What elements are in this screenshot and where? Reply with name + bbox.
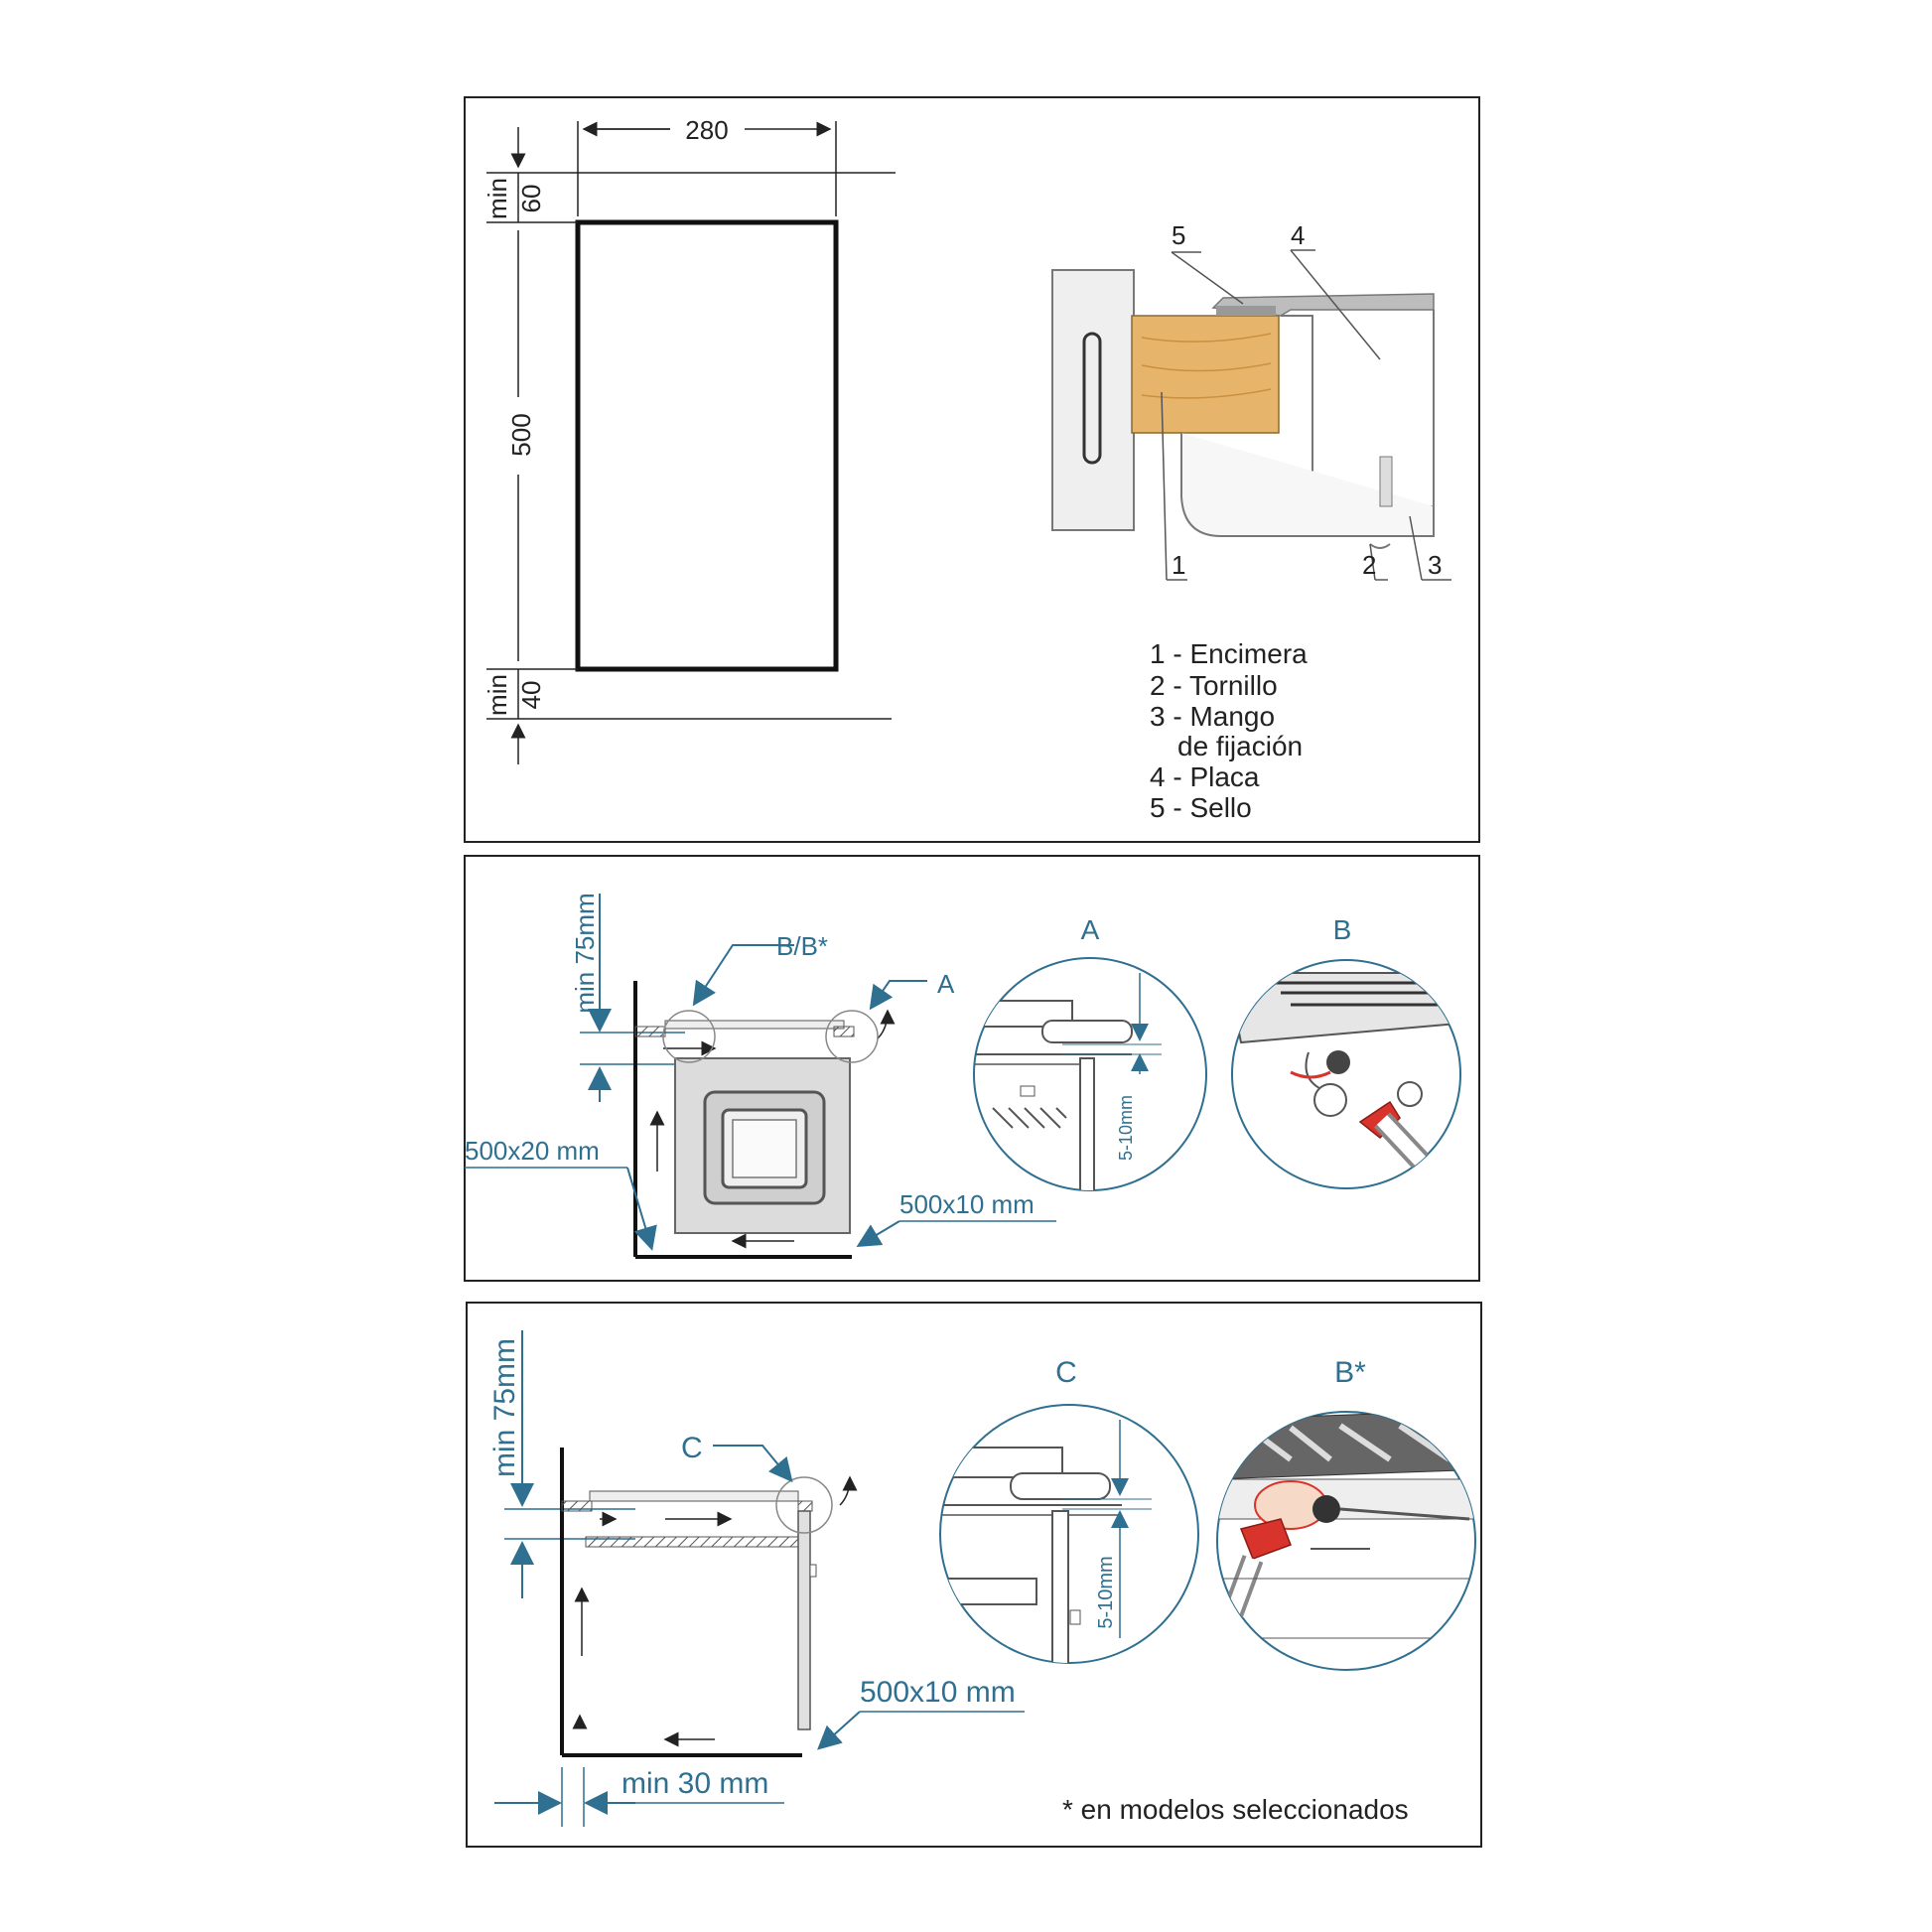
- legend-item-3b: de fijación: [1177, 731, 1304, 761]
- detail-c-title: C: [1055, 1356, 1077, 1389]
- dim-bottom-value: 40: [516, 680, 546, 710]
- detail-c-circle: [933, 1405, 1198, 1670]
- callout-4: 4: [1291, 220, 1306, 250]
- worktop-wood: [1132, 316, 1279, 433]
- panel-cutout-dimensions: [465, 97, 1479, 842]
- min-75mm-label-2: min 75mm: [488, 1337, 521, 1478]
- dim-top-min: min: [483, 178, 512, 219]
- detail-a-gap: 5-10mm: [1116, 1094, 1136, 1162]
- dim-height: 500: [506, 413, 536, 457]
- legend-item-2: 2 - Tornillo: [1150, 670, 1278, 701]
- label-bb: B/B*: [776, 931, 829, 961]
- dim-top-value: 60: [516, 184, 546, 213]
- hob-cross-section: [1052, 220, 1451, 580]
- detail-b-circle: [1231, 960, 1469, 1188]
- callout-5: 5: [1172, 220, 1186, 250]
- dim-width: 280: [685, 115, 729, 145]
- detail-a-title: A: [1080, 914, 1100, 945]
- legend-item-4: 4 - Placa: [1150, 761, 1260, 792]
- detail-c-gap: 5-10mm: [1095, 1556, 1117, 1629]
- panel-ventilation-oven: [465, 856, 1479, 1281]
- callout-2: 2: [1362, 550, 1377, 580]
- callout-1: 1: [1172, 550, 1186, 580]
- label-c: C: [681, 1432, 703, 1464]
- detail-b-title: B: [1332, 914, 1352, 945]
- detail-bstar-title: B*: [1334, 1356, 1366, 1389]
- label-a: A: [937, 969, 955, 999]
- footnote: * en modelos seleccionados: [1062, 1794, 1409, 1825]
- detail-bstar-circle: [1211, 1410, 1489, 1670]
- vent-right-label: 500x10 mm: [899, 1189, 1035, 1219]
- panel-ventilation-cooktop: [467, 1303, 1489, 1847]
- legend-item-5: 5 - Sello: [1150, 792, 1252, 823]
- min-75mm-label: min 75mm: [570, 893, 600, 1014]
- callout-3: 3: [1428, 550, 1443, 580]
- legend-item-3: 3 - Mango: [1150, 701, 1276, 732]
- min-30mm-label: min 30 mm: [621, 1767, 769, 1800]
- dim-bottom-min: min: [483, 674, 512, 716]
- vent-left-label: 500x20 mm: [465, 1136, 600, 1166]
- cutout-rectangle: [578, 222, 836, 669]
- detail-a-circle: [953, 958, 1206, 1197]
- parts-legend: [1150, 638, 1308, 823]
- vent-label-2: 500x10 mm: [860, 1676, 1016, 1709]
- legend-item-1: 1 - Encimera: [1150, 638, 1308, 669]
